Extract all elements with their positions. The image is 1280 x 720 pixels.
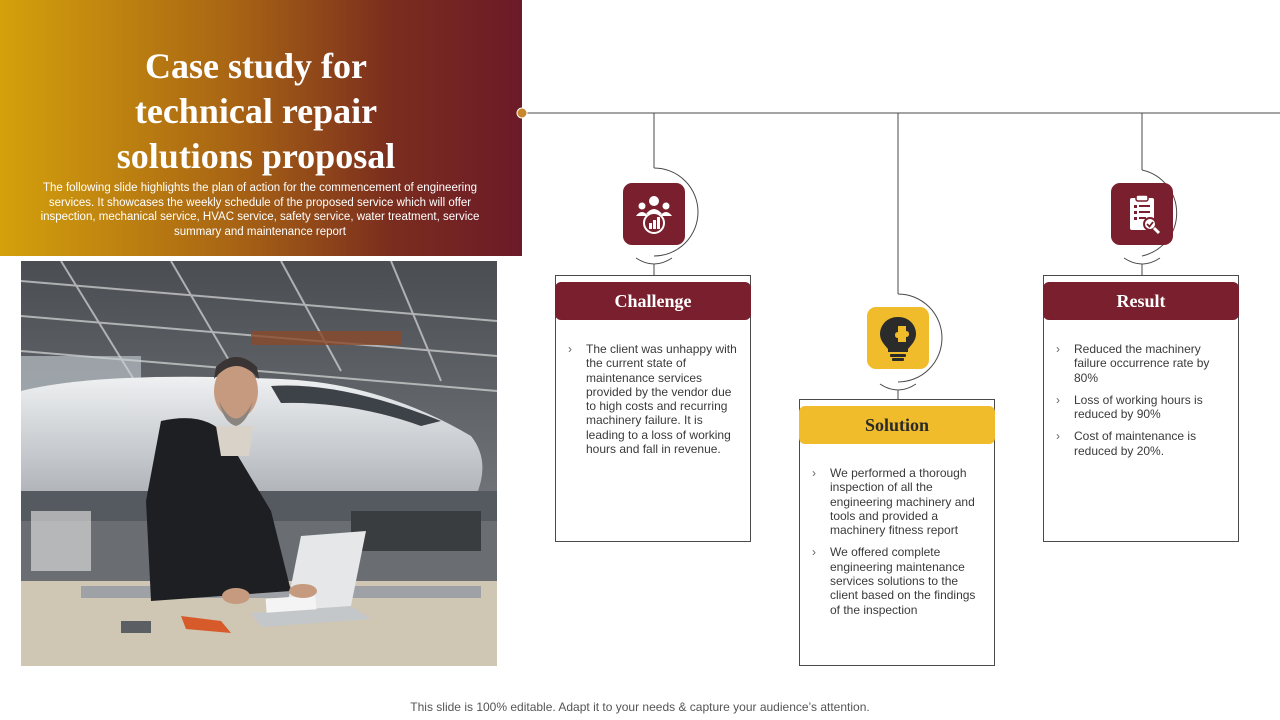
list-item: › We offered complete engineering maintenance services solutions to the client based on the findings of the inspection — [812, 545, 976, 617]
team-chart-icon — [623, 183, 685, 245]
chevron-right-icon: › — [1056, 392, 1060, 407]
footer-note: This slide is 100% editable. Adapt it to your needs & capture your audience’s attention. — [410, 700, 870, 714]
chevron-right-icon: › — [568, 342, 572, 356]
page-description: The following slide highlights the plan of action for the commencement of engineering services. It showcases the weekly schedule of the proposed service which will offer inspection, mechanical service, HVAC service, safety service, water treatment, service summary and maintenance report — [40, 182, 480, 238]
list-item: › Reduced the machinery failure occurrence rate by 80% — [1056, 342, 1210, 385]
challenge-list — [568, 342, 740, 464]
challenge-card — [555, 275, 751, 542]
list-item: › Cost of maintenance is reduced by 20%. — [1056, 429, 1197, 458]
result-card-title: Result — [1043, 282, 1239, 320]
clipboard-check-icon — [1111, 183, 1173, 245]
challenge-card-title: Challenge — [555, 282, 751, 320]
chevron-right-icon: › — [812, 466, 816, 480]
result-list — [1056, 342, 1228, 466]
chevron-right-icon: › — [1056, 429, 1060, 444]
list-item: › We performed a thorough inspection of all the engineering machinery and tools and provided a machinery fitness report — [812, 466, 975, 538]
chevron-right-icon: › — [1056, 342, 1060, 356]
solution-card — [799, 399, 995, 666]
chevron-right-icon: › — [812, 545, 816, 560]
solution-card-title: Solution — [799, 406, 995, 444]
solution-list — [812, 466, 984, 625]
lightbulb-puzzle-icon — [867, 307, 929, 369]
page-title: Case study for technical repair solutions proposal — [116, 46, 396, 176]
list-item: › Loss of working hours is reduced by 90% — [1056, 392, 1203, 422]
result-card — [1043, 275, 1239, 542]
list-item: › The client was unhappy with the current state of maintenance services provided by the vendor due to high costs and recurring machinery failure. It is leading to a loss of working hours and fall in revenue. — [568, 342, 737, 457]
